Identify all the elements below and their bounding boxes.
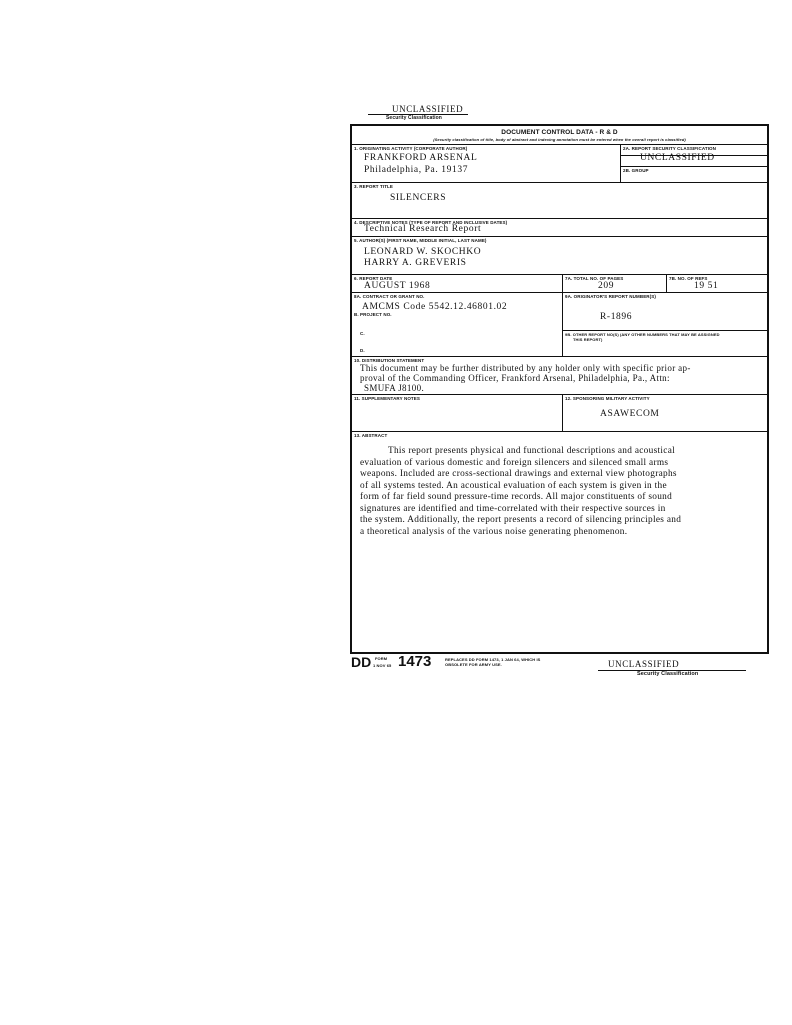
form-number: 1473 xyxy=(398,653,432,670)
abstract-line: the system. Additionally, the report presents a record of silencing principles and xyxy=(360,515,682,525)
originating-activity-label: 1. ORIGINATING ACTIVITY (CORPORATE AUTHOR) xyxy=(354,146,468,151)
dd-label: DD xyxy=(351,654,372,670)
author-2: HARRY A. GREVERIS xyxy=(364,258,467,268)
sponsoring-activity-label: 12. SPONSORING MILITARY ACTIVITY xyxy=(565,396,650,401)
group-label: 2B. GROUP xyxy=(623,168,649,173)
top-classification: UNCLASSIFIED xyxy=(392,104,464,114)
abstract-line: of all systems tested. An acoustical evaluation of each system is given in the xyxy=(360,480,667,491)
originating-activity-name: FRANKFORD ARSENAL xyxy=(364,153,478,163)
bottom-classification: UNCLASSIFIED xyxy=(608,659,680,669)
other-report-label-2: THIS REPORT) xyxy=(573,337,603,342)
replaces-line-2: OBSOLETE FOR ARMY USE. xyxy=(445,662,502,667)
total-pages-value: 209 xyxy=(598,281,615,291)
bottom-classification-caption: Security Classification xyxy=(637,671,699,677)
sponsoring-activity-value: ASAWECOM xyxy=(600,409,660,419)
originator-report-label: 9A. ORIGINATOR'S REPORT NUMBER(S) xyxy=(565,294,656,299)
form-date-word: 1 NOV 65 xyxy=(373,663,392,668)
contract-value: AMCMS Code 5542.12.46801.02 xyxy=(362,302,508,312)
descriptive-notes-label: 4. DESCRIPTIVE NOTES (TYPE OF REPORT AND INCLUSIVE DATES) xyxy=(354,220,508,225)
replaces-line-1: REPLACES DD FORM 1473, 1 JAN 64, WHICH IS xyxy=(445,657,541,662)
author-1: LEONARD W. SKOCHKO xyxy=(364,247,482,257)
descriptive-notes-value: Technical Research Report xyxy=(364,224,482,234)
distribution-label: 10. DISTRIBUTION STATEMENT xyxy=(354,358,425,363)
top-classification-caption: Security Classification xyxy=(386,115,442,121)
distribution-line-3: SMUFA J8100. xyxy=(364,383,425,393)
report-security-label: 2A. REPORT SECURITY CLASSIFICATION xyxy=(623,146,716,151)
report-date-label: 6. REPORT DATE xyxy=(354,276,393,281)
abstract-line: signatures are identified and time-correlated with their respective sources in xyxy=(360,503,666,514)
contract-d-label: D. xyxy=(360,348,365,353)
total-pages-label: 7A. TOTAL NO. OF PAGES xyxy=(565,276,624,281)
abstract-line: form of far field sound pressure-time records. All major constituents of sound xyxy=(360,492,673,502)
abstract-line: This report presents physical and functional descriptions and acoustical xyxy=(388,446,676,456)
form-word: FORM xyxy=(375,656,388,661)
abstract-line: a theoretical analysis of the various noise generating phenomenon. xyxy=(360,526,628,537)
distribution-line-1: This document may be further distributed by any holder only with specific prior ap- xyxy=(360,363,691,373)
originating-activity-address: Philadelphia, Pa. 19137 xyxy=(364,165,469,175)
num-refs-value: 19 51 xyxy=(694,281,719,291)
report-title-label: 3. REPORT TITLE xyxy=(354,184,394,189)
form-instructions: (Security classification of title, body of abstract and indexing annotation must be entered when the overall report is classified) xyxy=(433,137,686,142)
abstract-line: evaluation of various domestic and foreign silencers and silenced small arms xyxy=(360,457,669,468)
abstract-label: 13. ABSTRACT xyxy=(354,433,388,438)
abstract-line: weapons. Included are cross-sectional drawings and external view photographs xyxy=(360,469,677,479)
document-control-form xyxy=(350,124,769,654)
project-no-label: B. PROJECT NO. xyxy=(354,312,392,317)
num-refs-label: 7B. NO. OF REFS xyxy=(669,276,708,281)
report-date-value: AUGUST 1968 xyxy=(364,281,431,291)
form-title: DOCUMENT CONTROL DATA - R & D xyxy=(501,129,618,136)
report-title-value: SILENCERS xyxy=(390,193,447,203)
authors-label: 5. AUTHOR(S) (FIRST NAME, MIDDLE INITIAL, LAST NAME) xyxy=(354,238,487,243)
contract-c-label: C. xyxy=(360,331,365,336)
other-report-label: 9B. OTHER REPORT NO(S) (ANY OTHER NUMBERS THAT MAY BE ASSIGNED xyxy=(565,332,720,337)
report-security-value: UNCLASSIFIED xyxy=(640,153,715,163)
distribution-line-2: proval of the Commanding Officer, Frankford Arsenal, Philadelphia, Pa., Attn: xyxy=(360,373,670,383)
supplementary-notes-label: 11. SUPPLEMENTARY NOTES xyxy=(354,396,420,401)
originator-report-value: R-1896 xyxy=(600,312,633,322)
contract-label: 8A. CONTRACT OR GRANT NO. xyxy=(354,294,425,299)
